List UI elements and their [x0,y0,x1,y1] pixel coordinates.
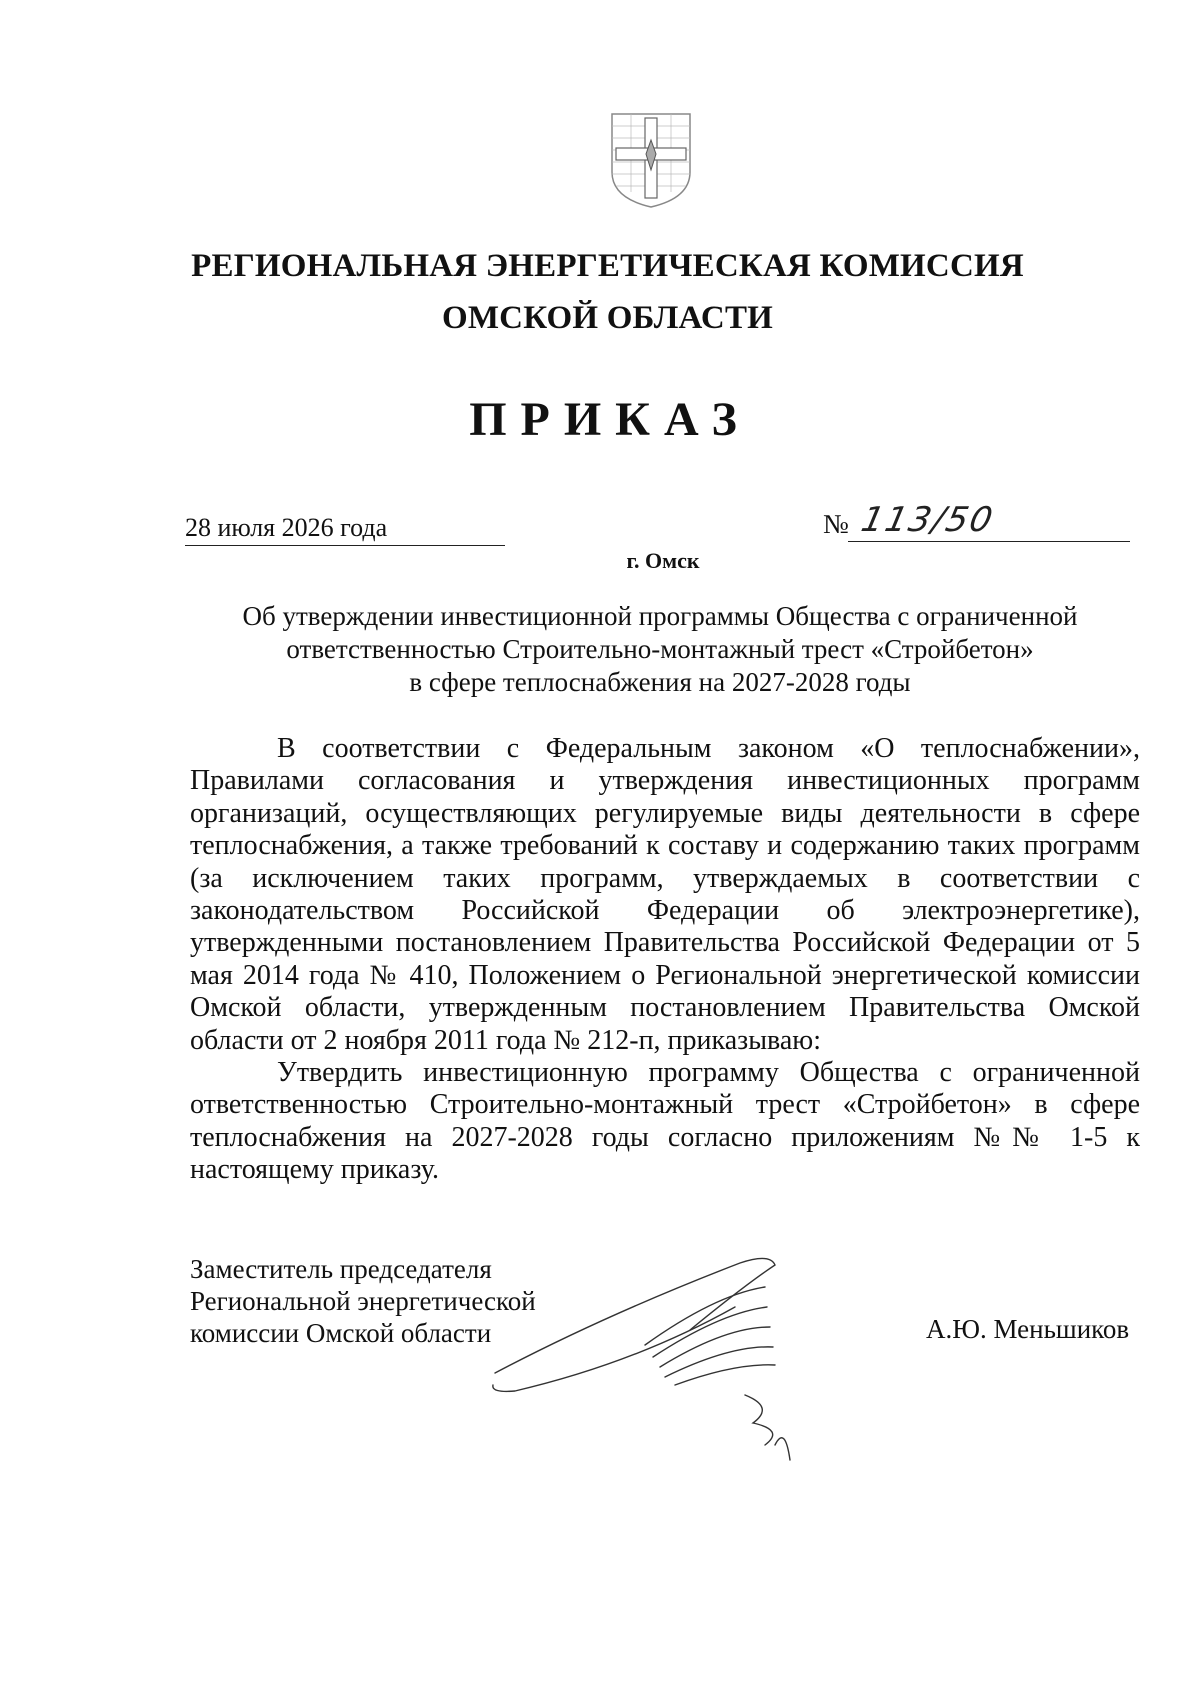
document-subject [190,600,1130,699]
number-label: № [823,509,849,539]
document-type-title: ПРИКАЗ [469,393,751,446]
body-paragraph-order: Утвердить инвестиционную программу Общества с ограниченной ответственностью Строительно-монтажный трест «Стройбетон» в сфере теплоснабжения на 2027-2028 годы согласно приложениям №№ 1-5 к настоящему приказу. [190,1057,1140,1186]
document-date: 28 июля 2026 года [185,513,505,546]
signatory-name: А.Ю. Меньшиков [926,1314,1130,1344]
document-body [190,733,1140,1187]
number-underline [848,541,1130,542]
authority-line-2: ОМСКОЙ ОБЛАСТИ [441,300,774,336]
subject-line-2: ответственностью Строительно-монтажный трест «Стройбетон» [286,634,1034,664]
body-paragraph-preamble: В соответствии с Федеральным законом «О теплоснабжении», Правилами согласования и утверждения инвестиционных программ организаций, осуществляющих регулируемые виды деятельности в сфере теплоснабжения, а также требований к составу и содержанию таких программ (за исключением таких программ, утверждаемых в соответствии с законодательством Российской Федерации об электроэнергетике), утвержденными постановлением Правительства Российской Федерации от 5 мая 2014 года № 410, Положением о Региональной энергетической комиссии Омской области, утвержденным постановлением Правительства Омской области от 2 ноября 2011 года № 212-п, приказываю: [190,733,1140,1056]
issuing-authority [0,240,1200,344]
signatory-role-line-1: Заместитель председателя [190,1254,492,1284]
signatory-role-line-3: комиссии Омской области [190,1318,492,1348]
authority-line-1: РЕГИОНАЛЬНАЯ ЭНЕРГЕТИЧЕСКАЯ КОМИССИЯ [191,248,1024,284]
document-number: 113/50 [857,500,998,540]
document-place: г. Омск [626,548,700,573]
subject-line-3: в сфере теплоснабжения на 2027-2028 годы [409,667,911,697]
handwritten-signature [485,1245,845,1475]
signatory-role-line-2: Региональной энергетической [190,1286,536,1316]
coat-of-arms-emblem [606,110,696,210]
subject-line-1: Об утверждении инвестиционной программы Общества с ограниченной [242,601,1078,631]
signatory-role [190,1253,536,1349]
